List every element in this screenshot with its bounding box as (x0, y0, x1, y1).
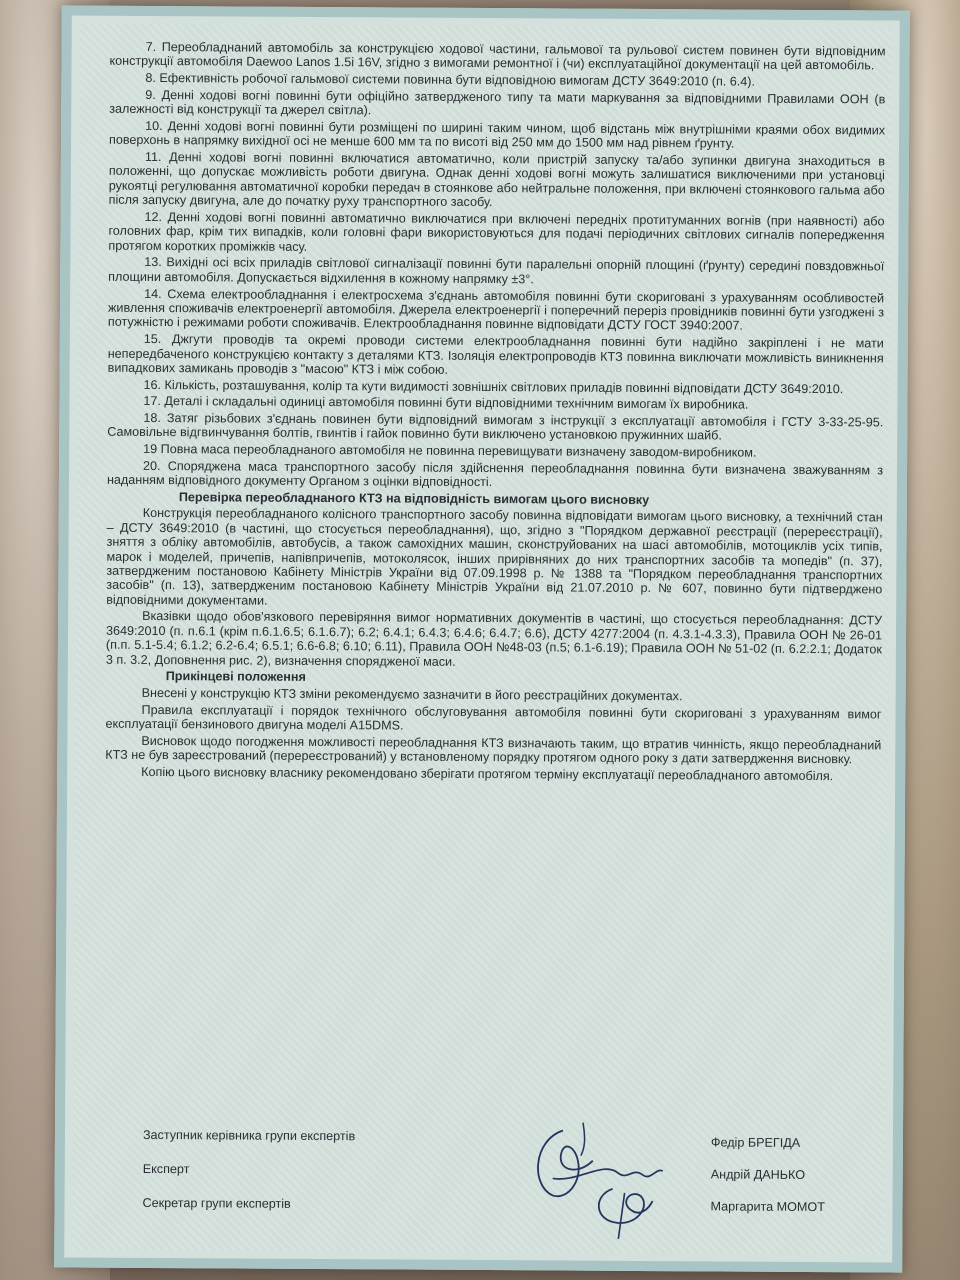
signer-role-secretary: Секретар групи експертів (142, 1195, 291, 1211)
paragraph-20: 20. Споряджена маса транспортного засобу після здійснення переобладнання повинна бути визначена зважуванням з наданням відповідного документу Органом з оцінки відповідності. (106, 458, 884, 490)
paragraph-12: 12. Денні ходові вогні повинні автоматично виключатися при включені передніх протитуманних вогнів (при наявності) або головних фар, крім тих випадків, коли головні фари використовуються для подачі періодичних світлових сигналів попередження протягом коротких проміжків часу. (108, 209, 885, 254)
document-body (105, 40, 886, 786)
paragraph-9: 9. Денні ходові вогні повинні бути офіційно затвердженого типу та мати маркування за відповідними Правилами ООН (в залежності від конструкції та джерел світла). (109, 87, 886, 118)
check-paragraph-2: Вказівки щодо обов'язкового перевіряння вимог нормативних документів в частині, що стосується переобладнання: ДСТУ 3649:2010 (п. п.6.1 (крім п.6.1.6.5; 6.1.6.7); 6.2; 6.4.1; 6.4.3; 6.4.6; 6.4.7; 6.6), ДСТУ 4277:2004 (п. 4.3.1-4.3.3), Правила ООН № 26-01 (п.п. 5.1-5.4; 6.1.2; 6.2-6.4; 6.5.1; 6.6-6.8; 6.10; 6.11), Правила ООН №48-03 (п.5; 6.1-6.19); Правила ООН № 51-02 (п. 6.2.2.1; Додаток 3 п. 3.2, Доповнення рис. 2), визначення спорядженої маси. (105, 609, 883, 669)
signer-name-deputy: Федір БРЕГІДА (710, 1135, 801, 1150)
signer-role-expert: Експерт (142, 1161, 190, 1177)
final-paragraph-2: Правила експлуатації і порядок технічного обслуговування автомобіля повинні бути скориговані з урахуванням вимог експлуатації бензинового двигуна моделі A15DMS. (105, 702, 882, 733)
paragraph-11: 11. Денні ходові вогні повинні включатися автоматично, коли пристрій запуску та/або зупинки двигуна знаходиться в положенні, що допускає можливість роботи двигуна. Однак денні ходові вогні можуть залишатися виключеними при установці рукоятці регулювання автоматичної коробки передач в стоянкове або нейтральне положення, при включені стоянкового гальма або після запуску двигуна, але до початку руху транспортного засобу. (108, 149, 885, 210)
paragraph-13: 13. Вихідні осі всіх приладів світлової сигналізації повинні бути паралельні опорній площині (ґрунту) середині повздовжньої площини автомобіля. Допускається відхилення в кожному напрямку ±3°. (108, 255, 885, 287)
paragraph-8: 8. Ефективність робочої гальмової системи повинна бути відповідною вимогам ДСТУ 3649:2010 (п. 6.4). (145, 71, 756, 89)
paragraph-19: 19 Повна маса переобладнаного автомобіля не повинна перевищувати визначену заводом-виробником. (143, 442, 757, 460)
paragraph-15: 15. Джгути проводів та окремі проводи системи електрообладнання повинні бути надійно закріплені і не мати непередбаченого конструкцією контакту з деталями КТЗ. Ізоляція електропроводів КТЗ повинна виключати можливість виникнення випадкових замикань проводів з "масою" КТЗ і між собою. (107, 332, 884, 377)
paragraph-17: 17. Деталі і складальні одиниці автомобіля повинні бути відповідними технічним вимогам їх виробника. (143, 394, 749, 412)
paragraph-10: 10. Денні ходові вогні повинні бути розміщені по ширині таким чином, щоб відстань між внутрішніми краями обох видимих поверхонь в напрямку вихідної осі не менше 600 мм та по висоті від 250 мм до 1500 мм над рівнем ґрунту. (108, 118, 886, 151)
signer-name-secretary: Маргарита МОМОТ (710, 1199, 825, 1215)
paragraph-16: 16. Кількість, розташування, колір та кути видимості зовнішніх світлових приладів повинні відповідати ДСТУ 3649:2010. (143, 377, 844, 396)
handwritten-signature (522, 1100, 693, 1241)
final-paragraph-1: Внесені у конструкцію КТЗ зміни рекомендуємо зазначити в його реєстраційних документах. (141, 685, 683, 704)
final-paragraph-4: Копію цього висновку власнику рекомендовано зберігати протягом терміну експлуатації переобладнаного автомобіля. (141, 764, 834, 783)
paragraph-7: 7. Переобладнаний автомобіль за конструкцією ходової частини, гальмової та рульової систем повинен бути відповідним конструкції автомобіля Daewoo Lanos 1.5i 16V, згідно з вимогами ремонтної і (чи) експлуатаційної документації на цей автомобіль. (109, 39, 886, 73)
signer-role-deputy: Заступник керівника групи експертів (142, 1127, 356, 1144)
final-paragraph-3: Висновок щодо погодження можливості переобладнання КТЗ визначають таким, що втратив чинність, якщо переобладнаний КТЗ не був зареєстрований (перереєстрований) у встановленому порядку протягом одного року з дати затвердження висновку. (105, 733, 882, 767)
section-heading-check: Перевірка переобладнаного КТЗ на відповідність вимогам цього висновку (178, 490, 650, 507)
check-paragraph-1: Конструкція переобладнаного колісного транспортного засобу повинна відповідати вимогам цього висновку, а технічний стан – ДСТУ 3649:2010 (в частині, що стосується переобладнання), що, згідно з "Порядком державної реєстрації (перереєстрації), зняття з обліку автомобілів, автобусів, а також самохідних машин, сконструйованих на шасі автомобілів, мотоциклів усіх типів, марок і моделей, причепів, напівпричепів, мотоколясок, інших прирівняних до них транспортних засобів та мопедів" (п. 37), затвердженим постановою Кабінету Міністрів України від 07.09.1998 р. № 1388 та "Порядком переобладнання транспортних засобів" (п. 13), затвердженим постановою Кабінету Міністрів України від 21.07.2010 р. № 607, повинно бути підтверджено відповідними документами. (106, 506, 883, 608)
paragraph-18: 18. Затяг різьбових з'єднань повинен бути відповідний вимогам з інструкції з експлуатації автомобіля і ГСТУ 3-33-25-95. Самовільне відгвинчування болтів, гвинтів і гайок повинно бути виключено установкою пружинних шайб. (107, 410, 884, 443)
paragraph-14: 14. Схема електрообладнання і електросхема з'єднань автомобіля повинні бути скориговані з урахуванням особливостей живлення споживачів електроенергії автомобіля. Джерела електроенергії і поперечний переріз провідників повинні бути узгоджені з потужністю і режимами роботи споживачів. Електрообладнання повинне відповідати ДСТУ ГОСТ 3940:2007. (107, 286, 885, 333)
signature-block (102, 1110, 879, 1235)
section-heading-final: Прикінцеві положення (165, 669, 306, 685)
document-sheet (54, 5, 910, 1272)
signer-name-expert: Андрій ДАНЬКО (710, 1167, 806, 1182)
